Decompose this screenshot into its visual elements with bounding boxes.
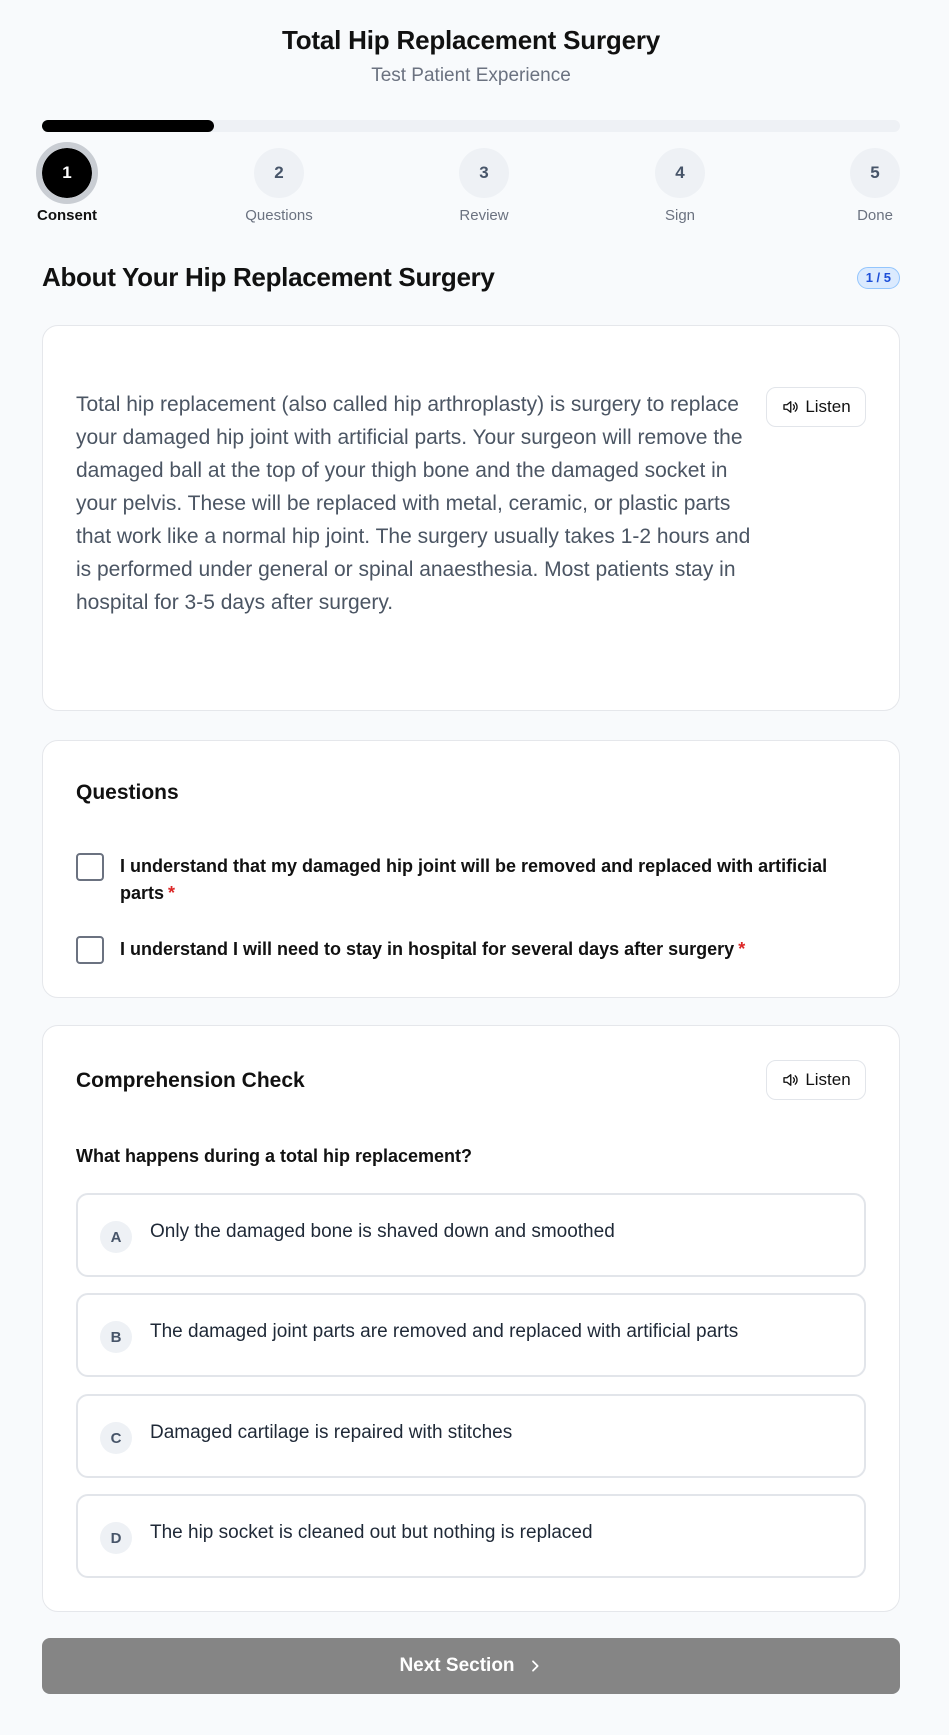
required-marker: * — [738, 939, 746, 959]
page-subtitle: Test Patient Experience — [371, 65, 571, 86]
comprehension-question: What happens during a total hip replacement? — [76, 1146, 473, 1166]
step-indicator — [37, 148, 900, 228]
consent-page — [37, 0, 900, 1676]
question-label — [120, 936, 745, 963]
step-consent[interactable] — [17, 148, 117, 224]
answer-option-b[interactable] — [76, 1293, 866, 1377]
step-label: Sign — [664, 207, 696, 224]
option-text: Damaged cartilage is repaired with stitches — [150, 1422, 513, 1443]
step-done[interactable] — [825, 148, 925, 224]
step-number: 1 — [36, 142, 98, 204]
listen-button[interactable] — [766, 1060, 866, 1100]
answer-option-c[interactable] — [76, 1394, 866, 1478]
info-text: Total hip replacement (also called hip arthroplasty) is surgery to replace your damaged hip joint with artificial parts. Your surgeon will remove the damaged ball at the top of your thigh bone and the damaged socket in your pelvis. These will be replaced with metal, ceramic, or plastic parts that work like a normal hip joint. The surgery usually takes 1-2 hours and is performed under general or spinal anaesthesia. Most patients stay in hospital for 3-5 days after surgery. — [76, 393, 751, 614]
question-row — [76, 936, 866, 964]
step-label: Questions — [245, 207, 313, 224]
option-text: The hip socket is cleaned out but nothing is replaced — [150, 1522, 593, 1543]
question-label — [120, 853, 866, 907]
listen-label: Listen — [805, 397, 851, 416]
listen-label: Listen — [805, 1070, 851, 1089]
option-text: The damaged joint parts are removed and replaced with artificial parts — [150, 1321, 739, 1342]
step-label: Done — [857, 207, 893, 224]
questions-card — [42, 740, 900, 998]
option-text: Only the damaged bone is shaved down and smoothed — [150, 1221, 615, 1242]
comprehension-heading: Comprehension Check — [76, 1069, 305, 1092]
step-label: Consent — [37, 207, 97, 224]
section-counter-badge: 1 / 5 — [857, 267, 900, 289]
option-letter: B — [100, 1321, 132, 1353]
page-title: Total Hip Replacement Surgery — [281, 25, 661, 55]
step-review[interactable] — [434, 148, 534, 224]
step-number: 3 — [459, 148, 509, 198]
question-label-text: I understand I will need to stay in hospital for several days after surgery — [120, 939, 735, 959]
answer-option-a[interactable] — [76, 1193, 866, 1277]
question-checkbox[interactable] — [76, 936, 104, 964]
step-questions[interactable] — [229, 148, 329, 224]
comprehension-card — [42, 1025, 900, 1612]
chevron-right-icon — [527, 1658, 543, 1674]
required-marker: * — [168, 883, 176, 903]
option-letter: D — [100, 1522, 132, 1554]
question-checkbox[interactable] — [76, 853, 104, 881]
speaker-icon — [781, 398, 799, 416]
progress-bar-fill — [42, 120, 214, 132]
question-label-text: I understand that my damaged hip joint will be removed and replaced with artificial parts — [120, 856, 828, 903]
step-number: 4 — [655, 148, 705, 198]
speaker-icon — [781, 1071, 799, 1089]
step-label: Review — [459, 207, 509, 224]
option-letter: A — [100, 1221, 132, 1253]
page-header — [42, 0, 900, 87]
step-number: 2 — [254, 148, 304, 198]
questions-heading: Questions — [76, 781, 179, 804]
step-number: 5 — [850, 148, 900, 198]
next-section-button[interactable] — [42, 1638, 900, 1694]
info-card — [42, 325, 900, 711]
progress-bar — [42, 120, 900, 132]
question-row — [76, 853, 866, 907]
answer-option-d[interactable] — [76, 1494, 866, 1578]
next-section-label: Next Section — [399, 1655, 515, 1676]
step-sign[interactable] — [630, 148, 730, 224]
option-letter: C — [100, 1422, 132, 1454]
listen-button[interactable] — [766, 387, 866, 427]
section-title: About Your Hip Replacement Surgery — [42, 262, 495, 292]
